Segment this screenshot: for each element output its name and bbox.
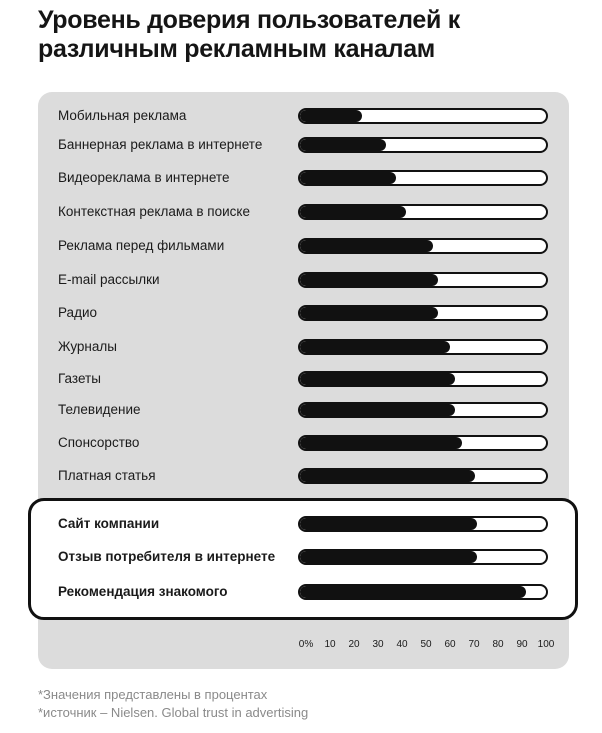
bar — [300, 551, 477, 563]
bar-track — [298, 108, 548, 124]
bar-label: Сайт компании — [58, 516, 160, 531]
bar — [300, 206, 406, 218]
bar-label: Рекомендация знакомого — [58, 584, 228, 599]
bar-label: Мобильная реклама — [58, 108, 187, 123]
bar-track — [298, 238, 548, 254]
x-tick-label: 30 — [372, 639, 384, 650]
bar-track — [298, 137, 548, 153]
bar-track — [298, 272, 548, 288]
bar-label: Журналы — [58, 339, 117, 354]
bar — [300, 274, 438, 286]
bar-track — [298, 549, 548, 565]
bar-label: Газеты — [58, 371, 101, 386]
x-tick-label: 0% — [298, 639, 314, 650]
bar-label: Спонсорство — [58, 435, 140, 450]
x-tick-label: 90 — [516, 639, 528, 650]
x-tick-label: 10 — [324, 639, 336, 650]
chart-title: Уровень доверия пользователей к различным рекламным каналам — [38, 6, 460, 63]
bar-track — [298, 170, 548, 186]
bar-track — [298, 468, 548, 484]
bar-track — [298, 204, 548, 220]
bar-track — [298, 402, 548, 418]
bar — [300, 373, 455, 385]
bar — [300, 470, 475, 482]
bar — [300, 586, 526, 598]
bar-label: Контекстная реклама в поиске — [58, 204, 250, 219]
bar-label: Платная статья — [58, 468, 156, 483]
bar — [300, 110, 362, 122]
bar — [300, 307, 438, 319]
bar — [300, 404, 455, 416]
bar — [300, 139, 386, 151]
x-tick-label: 80 — [492, 639, 504, 650]
bar-label: E-mail рассылки — [58, 272, 160, 287]
bar-track — [298, 584, 548, 600]
bar-track — [298, 305, 548, 321]
x-tick-label: 60 — [444, 639, 456, 650]
bar-label: Отзыв потребителя в интернете — [58, 549, 276, 564]
bar-label: Баннерная реклама в интернете — [58, 137, 263, 152]
bar-track — [298, 435, 548, 451]
x-tick-label: 70 — [468, 639, 480, 650]
footnote-source: *источник – Nielsen. Global trust in advertising — [38, 705, 309, 720]
bar-label: Телевидение — [58, 402, 141, 417]
x-tick-label: 50 — [420, 639, 432, 650]
bar — [300, 172, 396, 184]
footnotes — [38, 686, 308, 722]
x-tick-label: 20 — [348, 639, 360, 650]
bar — [300, 518, 477, 530]
bar-label: Видеореклама в интернете — [58, 170, 230, 185]
bar-track — [298, 516, 548, 532]
bar — [300, 437, 462, 449]
x-tick-label: 40 — [396, 639, 408, 650]
bar-track — [298, 339, 548, 355]
bar-label: Реклама перед фильмами — [58, 238, 225, 253]
bar-track — [298, 371, 548, 387]
bar — [300, 240, 433, 252]
bar — [300, 341, 450, 353]
footnote-units: *Значения представлены в процентах — [38, 687, 268, 702]
x-tick-label: 100 — [537, 639, 555, 650]
bar-label: Радио — [58, 305, 97, 320]
